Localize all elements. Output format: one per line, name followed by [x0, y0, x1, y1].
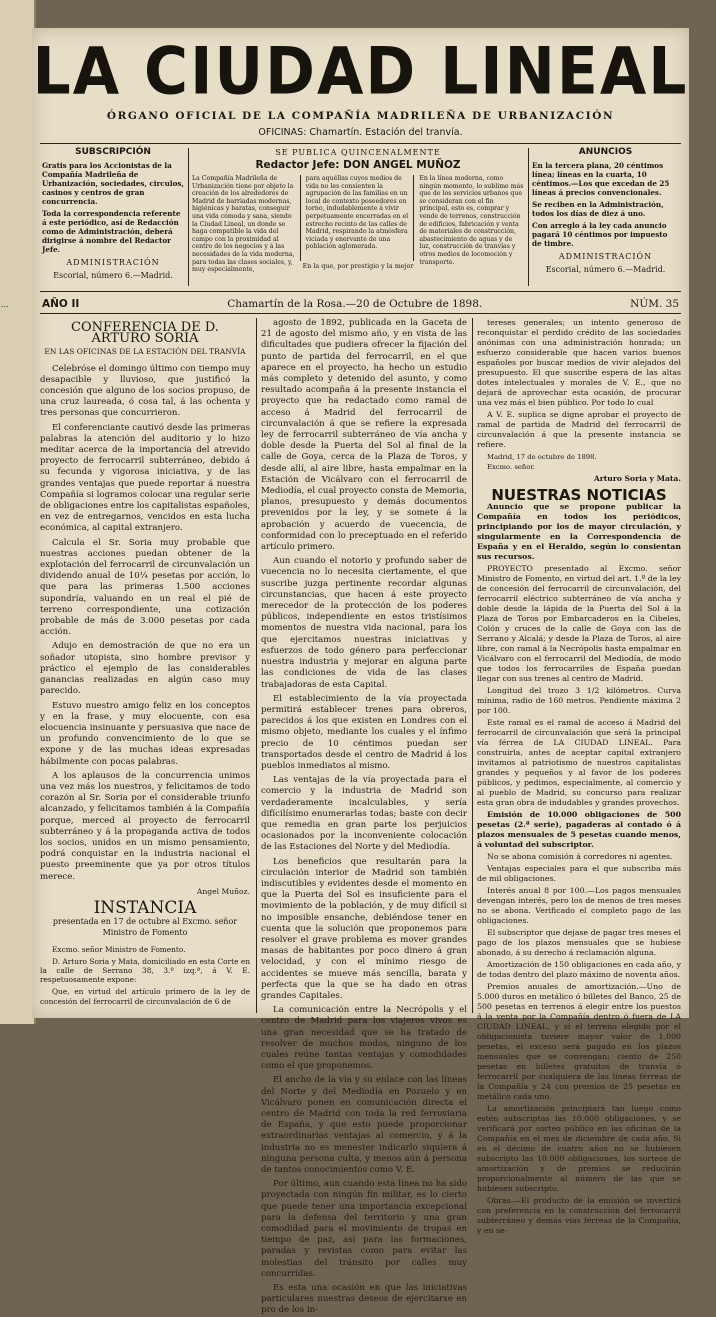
- news-paragraph: Longitud del trozo 3 1/2 kilómetros. Curva mínima, radio de 160 metros. Pendiente máxima 2 por 100.: [477, 686, 681, 715]
- instancia-title: INSTANCIA: [93, 897, 197, 918]
- instancia-paragraph: Es esta una ocasión en que las iniciativas particulares nuestras deseos de ejercitarse en pro de los in-: [261, 1283, 467, 1316]
- instancia-paragraph: tereses generales; un intento generoso de reconquistar el perdido crédito de las sociedades anónimas con una administración honrada; un esfuerzo considerable que hacen varios buenos españoles por buscar medios de vivir alejados del presupuesto. El que suscribe espera de las altas dotes intelectuales y morales de V. E., que no dejará de aprovechar esta ocasión, de procurar una vez más el bien público. Por todo lo cual: [477, 318, 681, 407]
- instancia-paragraph: agosto de 1892, publicada en la Gaceta de 21 de agosto del mismo año, y en vista de las dificultades que pudiera ofrecer la fijación del punto de partida del ferrocarril, en el que aparece en el proyecto, ha hecho un estudio más completo y detenido del asunto, y como resultado acompaña á la presente instancia el proyecto que ha redactado como ramal de acceso á Madrid del ferrocarril de circunvalación á que se refiere la expresada ley de ferrocarril subterráneo de vía ancha y doble desde la Puerta del Sol al final de la calle de Goya, cerca de la Plaza de Toros, y desde allí, al aire libre, hasta empalmar en la Estación de Vicálvaro con el ferrocarril de Mediodía, el cual proyecto consta de Memoria, planos, presupuesto y demás documentos prevenidos por la ley, y se somete á la aprobación y acuerdo de vuecencia, de conformidad con lo preceptuado en el referido artículo primero.: [261, 318, 467, 553]
- article-title: CONFERENCIA DE D. ARTURO SORIA: [71, 320, 219, 347]
- rule-bottom: [40, 313, 681, 314]
- news-paragraph: Ventajas especiales para el que subscriba más de mil obligaciones.: [477, 864, 681, 883]
- instancia-excmo: Excmo. señor.: [487, 463, 535, 471]
- article-paragraph: Celebróse el domingo último con tiempo muy desapacible y lluvioso, que justificó la concesión que alguno de los socios propuso, de una cruz laureada, ó cosa tal, á las ochenta y tres personas que concurrieron.: [40, 363, 250, 419]
- issue-number: NÚM. 35: [630, 298, 679, 310]
- article-paragraph: A los aplausos de la concurrencia unimos una vez más los nuestros, y felicitamos de todo corazón al Sr. Soria por el considerable triunfo alcanzado, y felicitamos también á la Compañía porque, merced al proyecto de ferrocarril subterráneo y á la propaganda activa de todos los socios, unidos en un mismo pensamiento, podrá conquistar en la industria nacional el puesto preeminente que ya por otros títulos merece.: [40, 770, 250, 882]
- divider: [528, 148, 529, 286]
- newspaper-page: [32, 28, 689, 1316]
- rule-top: [40, 143, 681, 144]
- ads-heading: ANUNCIOS: [578, 147, 633, 157]
- subscription-text: Gratis para los Accionistas de la Compañía Madrileña de Urbanización, sociedades, circulos, casinos y centros de gran concurrencia.: [42, 161, 184, 206]
- offices-line: OFICINAS: Chamartín. Estación del tranvía.: [258, 127, 463, 138]
- instancia-paragraph: D. Arturo Soria y Mata, domiciliado en esta Corte en la calle de Serrano 38, 3.º izq.ª, á V. E. respetuosamente expone:: [40, 956, 250, 985]
- company-purpose-text: La Compañía Madrileña de Urbanización tiene por objeto la creación de los alrededores de Madrid de barriadas modernas, higiénicas y baratas, conseguir una vida cómoda y sana, siendo la Ciudad Lineal, un donde se haga compatible la vida del campo con la proximidad al centro de los negocios y á las necesidades de la vida moderna, para todas las clases sociales, y, muy especialmente,: [192, 175, 301, 261]
- center-footer-text: En la que, por prestigio y la mejor: [302, 262, 414, 270]
- instancia-paragraph: Las ventajas de la vía proyectada para el comercio y la industria de Madrid son verdaderamente incalculables, y sería difícilísimo enumerarlas todas; baste con decir que remedia en gran parte los perjuicios ocasionados por la inconveniente colocación de las Estaciones del Norte y del Mediodía.: [261, 775, 467, 853]
- divider: [188, 148, 189, 286]
- adjacent-page-strip: ...: [0, 0, 36, 1024]
- instancia-signature: Arturo Soria y Mata.: [593, 474, 681, 483]
- news-paragraph: Premios anuales de amortización.—Uno de 5.000 duros en metálico ó billetes del Banco, 25 de 500 pesetas en terrenos á elegir entre los puestos á la venta por la Compañía dentro ó fuera de LA CIUDAD LINEAL, y si el terreno elegido por el obligacionista tuviere mayor valor de 1.000 pesetas, el exceso será pagado en los plazos mensuales que se convengan; ciento de 250 pesetas en billetes gratuitos de tranvía ó ferrocarril por cualquiera de las líneas férreas de la Compañía y 24 con premios de 25 pesetas en metálico cada uno.: [477, 982, 681, 1101]
- publication-frequency: SE PUBLICA QUINCENALMENTE: [275, 148, 441, 157]
- instancia-paragraph: Los beneficios que resultarán para la circulación interior de Madrid son también indiscutibles y evidentes desde el momento en que la Puerta del Sol es insuficiente para el movimiento de la población, y de muy difícil si no imposible ensanche, debiéndose tener en cuenta que la solución que proponemos para resolver el grave problema es mover grandes masas de habitantes por poco dinero á gran velocidad, y con el mínimo riesgo de accidentes se mueve más sencilla, barata y perfecta que la que se ha dado en otras grandes Capitales.: [261, 856, 467, 1001]
- column-divider: [256, 318, 257, 1013]
- newspaper-subtitle: ÓRGANO OFICIAL DE LA COMPAÑÍA MADRILEÑA DE URBANIZACIÓN: [106, 110, 615, 122]
- subscription-heading: SUBSCRIPCIÓN: [75, 147, 151, 157]
- masthead: [32, 34, 689, 138]
- ads-tax: Con arreglo á la ley cada anuncio pagará 10 céntimos por impuesto de timbre.: [532, 221, 668, 248]
- ads-admin: ADMINISTRACIÓN: [558, 252, 653, 261]
- article-paragraph: Calcula el Sr. Soria muy probable que nuestras acciones puedan obtener de la explotación del ferrocarril de circunvalación un dividendo anual de 10¼ pesetas por acción, lo que para las primeras 1.500 acciones supondría, valuando en un real el pié de terreno correspondiente, una cotización probable de más de 3.000 pesetas por cada acción.: [40, 537, 250, 638]
- article-subtitle: EN LAS OFICINAS DE LA ESTACIÓN DEL TRANVÍA: [44, 347, 246, 357]
- subscription-address: Escorial, número 6.—Madrid.: [53, 271, 173, 280]
- issue-dateline: Chamartín de la Rosa.—20 de Octubre de 1898.: [227, 298, 483, 310]
- news-paragraph: PROYECTO presentado al Excmo. señor Ministro de Fomento, en virtud del art. 1.º de la ley de concesión del ferrocarril de circunvalación, del ferrocarril eléctrico subterráneo de vía ancha y doble desde la lápida de la Puerta del Sol á la Plaza de Toros por Embarcaderos en la Cibeles, Colón y cruces de la calle de Goya con las de Serrano y Alcalá; y desde la Plaza de Toros, al aire libre, con ramal á la Necrópolis hasta empalmar en Vicálvaro con el ferrocarril del Mediodía, de modo que todos los ferrocarriles de España puedan llegar con sus trenes al centro de Madrid.: [477, 564, 681, 683]
- instancia-paragraph: Excmo. señor Ministro de Fomento.: [52, 944, 186, 954]
- subscription-admin: ADMINISTRACIÓN: [66, 258, 160, 267]
- issue-year: AÑO II: [42, 298, 80, 310]
- ads-hours: Se reciben en la Administración, todos los días de diez á uno.: [532, 200, 664, 218]
- news-paragraph: Este ramal es el ramal de acceso á Madrid del ferrocarril de circunvalación que será la principal vía férrea de LA CIUDAD LINEAL. Para construirla, antes de aceptar capital extranjero invitamos al patriotismo de nuestros capitalistas grandes y pequeños y al favor de los poderes públicos, y pedimos, especialmente, al comercio y al pueblo de Madrid, su concurso para realizar esta gran obra de indudables y grandes provechos.: [477, 718, 681, 807]
- news-paragraph: No se abona comisión á corredores ni agentes.: [487, 852, 673, 861]
- issue-line: [42, 298, 679, 310]
- instancia-paragraph: A V. E. suplica se digne aprobar el proyecto de ramal de partida de Madrid del ferrocarril de circunvalación á que la presente instancia se refiere.: [477, 410, 681, 449]
- news-paragraph: Emisión de 10.000 obligaciones de 500 pesetas (2.ª serie), pagaderas al contado ó á plazos mensuales de 5 pesetas cuando menos, á voluntad del subscriptor.: [477, 810, 681, 849]
- company-purpose-text-2: para aquéllas cuyos medios de vida no les consienten la agrupación de las familias en un local de contexto poseedores en torno, indudablemente á vivir perpetuamente encerradas en el estrecho recinto de las calles de Madrid, respirando la atmósfera viciada y enervante de una población aglomerada.: [306, 175, 415, 261]
- instancia-paragraph: El ancho de la vía y su enlace con las líneas del Norte y del Mediodía en Pozuelo y en Vicálvaro ponen en comunicación directa el centro de Madrid con toda la red ferroviaria de España, y que esto puede proporcionar extraordinarias ventajas al comercio, y á la industria no es menester indicarlo siquiera á ninguna persona culta, y menos aún á persona de tantos conocimientos como V. E.: [261, 1075, 467, 1176]
- news-paragraph: El subscriptor que dejase de pagar tres meses el pago de los plazos mensuales que se hubiese abonado, á su derecho á reclamación alguna.: [477, 928, 681, 957]
- article-paragraph: Adujo en demostración de que no era un soñador utopista, sino hombre previsor y práctico el ejemplo de las considerables ganancias realizadas en algún caso muy parecido.: [40, 641, 250, 697]
- subscription-box: [42, 148, 184, 288]
- article-paragraph: Estuvo nuestro amigo feliz en los conceptos y en la frase, y muy elocuente, con esa elocuencia insinuante y persuasiva que nace de un profundo convencimiento de lo que se expone y de las muchas ideas expresadas hábilmente con pocas palabras.: [40, 700, 250, 767]
- instancia-paragraph: Que, en virtud del artículo primero de la ley de concesión del ferrocarril de circunvalación de 6 de: [40, 987, 250, 1006]
- editor-line: Redactor Jefe: DON ANGEL MUÑOZ: [255, 159, 461, 171]
- instancia-paragraph: Aun cuando el notorio y profundo saber de vuecencia no lo necesita ciertamente, el que suscribe juzga pertinente recordar algunas circunstancias, que hacen á este proyecto merecedor de la protección de los poderes públicos, independiente en estos tristísimos momentos de nuestra vida nacional, para los que ejercitamos nuestras iniciativas y esfuerzos de todo género para perfeccionar nuestra industria y mejorar en alguna parte las condiciones de vida de las clases trabajadoras de esta Capital.: [261, 556, 467, 690]
- company-purpose-text-3: En la línea moderna, como ningún momento, lo sublime más que de los servicios urbanos que se consideran con el fin principal, esto es, comprar y vende de terrenos, construcción de edificios, fabricación y venta de materiales de construcción, abastecimiento de aguas y de luz, construcción de tranvías y otros medios de locomoción y transporte.: [419, 175, 524, 266]
- instancia-paragraph: El establecimiento de la vía proyectada permitirá establecer trenes para obreros, parecidos á los que existen en Londres con el mismo objeto, mediante los cuales y el ínfimo precio de 10 céntimos puedan ser transportados desde el centro de Madrid á los pueblos inmediatos al mismo.: [261, 693, 467, 771]
- ads-address: Escorial, número 6.—Madrid.: [545, 265, 666, 274]
- instancia-paragraph: Por último, aun cuando esta línea no ha sido proyectada con ningún fin militar, es lo cierto que puede tener una importancia excepcional para la defensa del territorio y una gran comodidad para el movimiento de tropas en tiempo de paz, así para las formaciones, paradas y revistas como para evitar las molestias del tránsito por calles muy concurridas.: [261, 1179, 467, 1279]
- news-paragraph: La amortización principiará tan luego como estén subscriptas las 10.000 obligaciones, y se verificará por sorteo público en las oficinas de la Compañía en el mes de diciembre de cada año. Si en el décimo de cuatro años no se hubiesen subscripto las 10.000 obligaciones, los sorteos de amortización y de premios se reducirán proporcionalmente al número de las que se hubiesen subscripto.: [477, 1104, 681, 1193]
- article-paragraph: El conferenciante cautivó desde las primeras palabras la atención del auditorio y lo hizo meditar acerca de la importancia del atrevido proyecto de ferrocarril subterráneo, debido á su fecunda y vigorosa iniciativa, y de las grandes ventajas que puede reportar á nuestra Compañía si logramos colocar una regular serie de obligaciones entre los capitalistas españoles, en vez de entregarnos, vencidos en esta lucha económica, al capital extranjero.: [40, 422, 250, 534]
- column-divider: [472, 318, 473, 1013]
- rule-mid: [40, 291, 681, 292]
- column-3: [477, 318, 681, 1235]
- news-intro: Anuncio que se propone publicar la Compañía en todos los periódicos, principiando por los de mayor circulación, y singularmente en la Correspondencia de España y en el Heraldo, según lo consientan sus recursos.: [477, 502, 681, 561]
- center-header-box: [192, 148, 524, 288]
- column-1: [40, 318, 250, 1013]
- article-signature: Angel Muñoz.: [196, 886, 250, 896]
- news-paragraph: Obras.—El producto de la emisión se invertirá con preferencia en la construcción del ferrocarril subterráneo y demás vías férreas de la Compañía, y en se-: [477, 1196, 681, 1235]
- instancia-subtitle: presentada en 17 de octubre al Excmo. señor Ministro de Fomento: [52, 917, 238, 938]
- ads-rates: En la tercera plana, 20 céntimos línea; líneas en la cuarta, 10 céntimos.—Los que excedan de 25 líneas á precios convencionales.: [532, 161, 670, 197]
- instancia-paragraph: La comunicación entre la Necrópolis y el centro de Madrid para los viajeros vivos es una gran necesidad que se ha tratado de resolver de muchos modos, ninguno de los cuales reúne tantas ventajas y comodidades como el que proponemos.: [261, 1005, 467, 1072]
- correspondence-text: Toda la correspondencia referente á este periódico, así de Redacción como de Administración, deberá dirigirse á nombre del Redactor Jefe.: [42, 209, 181, 254]
- newspaper-title: LA CIUDAD LINEAL: [32, 34, 689, 110]
- news-paragraph: Interés anual 8 por 100.—Los pagos mensuales devengan interés, pero los de menos de tres meses no se abona. Verificado el completo pago de las obligaciones.: [477, 886, 681, 925]
- instancia-date: Madrid, 17 de octubre de 1898.: [487, 453, 597, 461]
- column-2: [261, 318, 467, 1316]
- news-title: NUESTRAS NOTICIAS: [491, 486, 667, 504]
- ads-box: [532, 148, 679, 288]
- news-paragraph: Amortización de 150 obligaciones en cada año, y de todas dentro del plazo máximo de noventa años.: [477, 960, 681, 979]
